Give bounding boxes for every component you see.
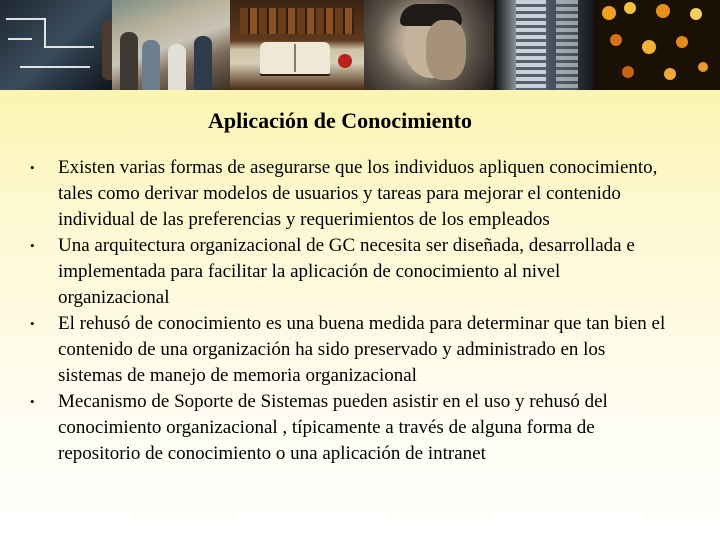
slide-title: Aplicación de Conocimiento	[208, 108, 472, 133]
server-rack-photo	[494, 0, 594, 90]
bullet-item	[30, 311, 670, 389]
photo-banner	[0, 0, 720, 90]
bullet-marker: •	[30, 316, 35, 331]
bullet-marker: •	[30, 238, 35, 253]
thinking-man-photo	[364, 0, 494, 90]
open-book-photo	[230, 0, 364, 90]
bullet-marker: •	[30, 394, 35, 409]
bullet-text: El rehusó de conocimiento es una buena medida para determinar que tan bien el contenido de una organización ha sido preservado y administrado en los sistemas de manejo de memoria organizacional	[58, 313, 666, 386]
lights-photo	[594, 0, 720, 90]
bullet-item	[30, 389, 670, 467]
network-diagram-photo	[0, 0, 112, 90]
bullet-text: Una arquitectura organizacional de GC necesita ser diseñada, desarrollada e implementada para facilitar la aplicación de conocimiento al nivel organizacional	[58, 235, 635, 308]
bullet-marker: •	[30, 160, 35, 175]
bullet-text: Existen varias formas de asegurarse que los individuos apliquen conocimiento, tales como derivar modelos de usuarios y tareas para mejorar el contenido individual de las preferencias y requerimientos de los empleados	[58, 157, 658, 230]
bullet-item	[30, 155, 670, 233]
bullet-list	[30, 155, 670, 467]
meeting-photo	[112, 0, 230, 90]
bullet-item	[30, 233, 670, 311]
bullet-text: Mecanismo de Soporte de Sistemas pueden asistir en el uso y rehusó del conocimiento organizacional , típicamente a través de alguna forma de repositorio de conocimiento o una aplicación de intranet	[58, 391, 608, 464]
